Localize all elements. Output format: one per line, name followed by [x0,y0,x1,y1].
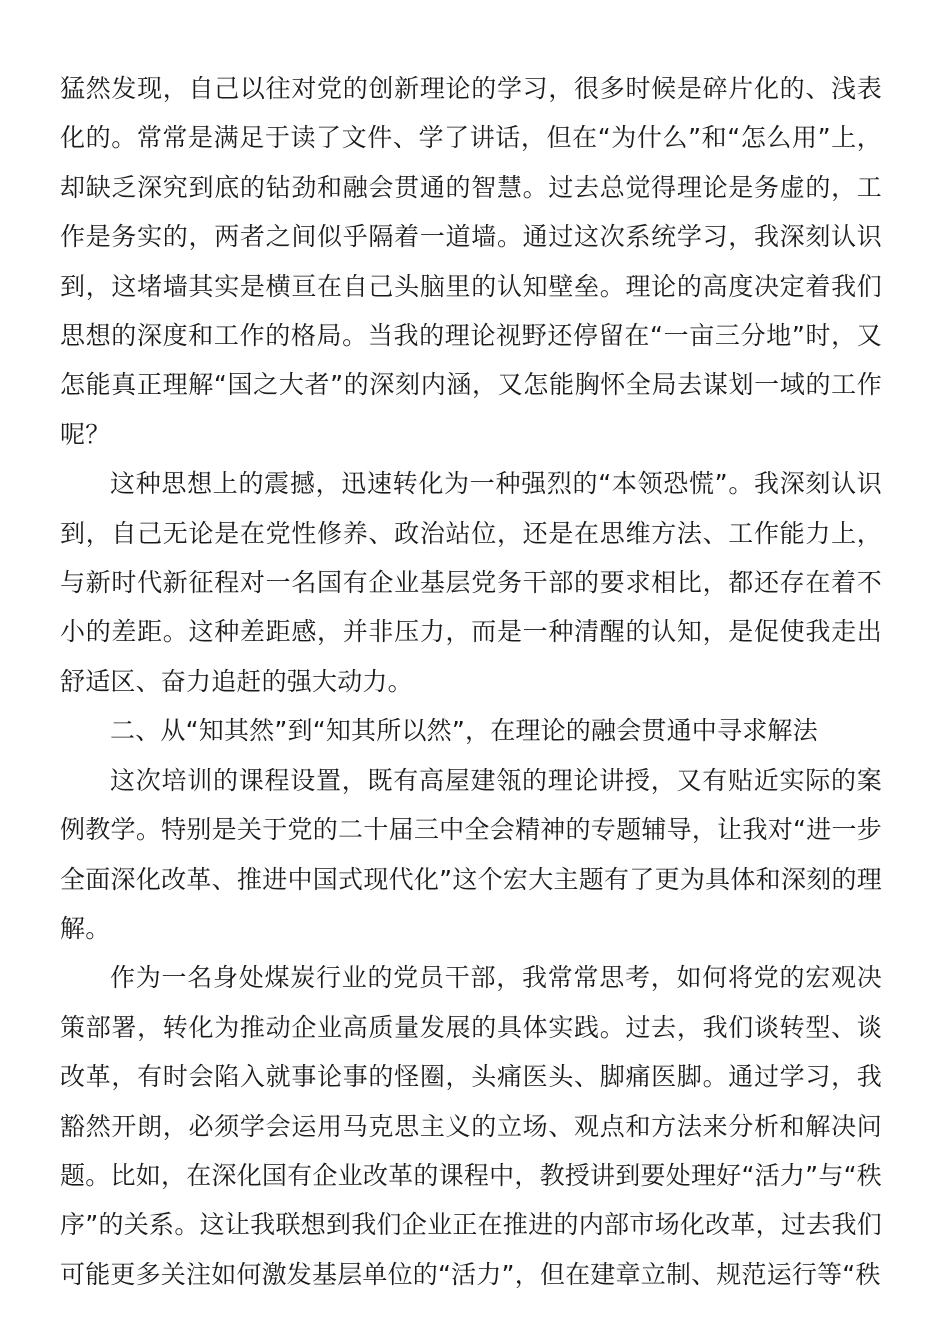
document-body [60,64,882,1299]
paragraph-3: 这次培训的课程设置，既有高屋建瓴的理论讲授，又有贴近实际的案例教学。特别是关于党的二十届三中全会精神的专题辅导，让我对“进一步全面深化改革、推进中国式现代化”这个宏大主题有了更为具体和深刻的理解。 [60,765,882,943]
paragraph-1: 猛然发现，自己以往对党的创新理论的学习，很多时候是碎片化的、浅表化的。常常是满足于读了文件、学了讲话，但在“为什么”和“怎么用”上，却缺乏深究到底的钻劲和融会贯通的智慧。过去总觉得理论是务虚的，工作是务实的，两者之间似乎隔着一道墙。通过这次系统学习，我深刻认识到，这堵墙其实是横亘在自己头脑里的认知壁垒。理论的高度决定着我们思想的深度和工作的格局。当我的理论视野还停留在“一亩三分地”时，又怎能真正理解“国之大者”的深刻内涵，又怎能胸怀全局去谋划一域的工作呢？ [60,74,882,449]
section-heading-2: 二、从“知其然”到“知其所以然”，在理论的融会贯通中寻求解法 [110,716,818,746]
paragraph-4: 作为一名身处煤炭行业的党员干部，我常常思考，如何将党的宏观决策部署，转化为推动企业高质量发展的具体实践。过去，我们谈转型、谈改革，有时会陷入就事论事的怪圈，头痛医头、脚痛医脚。通过学习，我豁然开朗，必须学会运用马克思主义的立场、观点和方法来分析和解决问题。比如，在深化国有企业改革的课程中，教授讲到要处理好“活力”与“秩序”的关系。这让我联想到我们企业正在推进的内部市场化改革，过去我们可能更多关注如何激发基层单位的“活力”，但在建章立制、规范运行等“秩 [60,963,882,1289]
paragraph-2: 这种思想上的震撼，迅速转化为一种强烈的“本领恐慌”。我深刻认识到，自己无论是在党性修养、政治站位，还是在思维方法、工作能力上，与新时代新征程对一名国有企业基层党务干部的要求相比，都还存在着不小的差距。这种差距感，并非压力，而是一种清醒的认知，是促使我走出舒适区、奋力追赶的强大动力。 [60,469,882,696]
